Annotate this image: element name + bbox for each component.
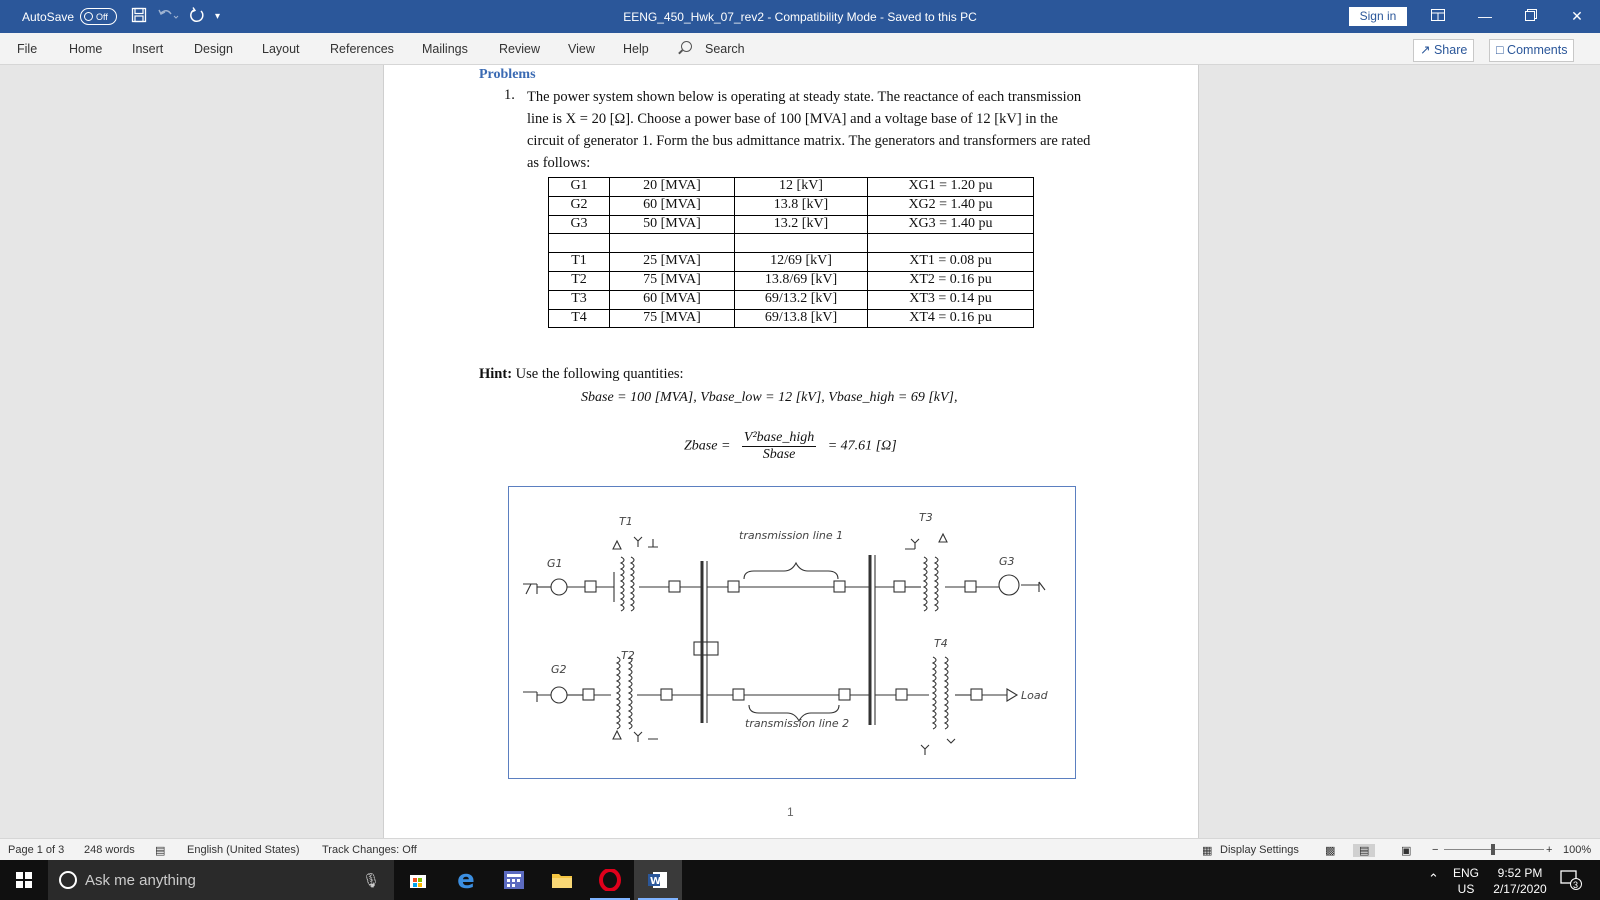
zbase-rhs: = 47.61 [Ω] [827,438,897,454]
ratings-cell [549,234,610,253]
cortana-placeholder: Ask me anything [85,871,196,889]
autosave[interactable] [22,8,117,25]
ribbon-display-options-icon[interactable] [1415,0,1461,33]
language-indicator[interactable]: English (United States) [187,844,300,856]
zoom-out-button[interactable]: − [1432,844,1439,856]
display-settings-icon[interactable]: ▦ [1202,845,1213,857]
ratings-cell: 75 [MVA] [610,309,735,328]
tab-review[interactable]: Review [499,42,540,56]
hint-line [479,366,684,383]
minimize-icon[interactable]: — [1478,8,1492,24]
problem-number: 1. [504,87,515,103]
autosave-toggle[interactable] [80,8,117,25]
title-bar [0,0,1600,33]
proofing-icon[interactable]: ▤ [155,845,166,857]
document-title: EENG_450_Hwk_07_rev2 - Compatibility Mode - Saved to this PC [623,9,977,24]
zbase-denominator: Sbase [762,447,796,462]
problems-heading: Problems [479,67,536,82]
comments-button[interactable] [1489,39,1574,62]
ratings-cell: XT1 = 0.08 pu [868,253,1034,272]
ratings-cell: 12/69 [kV] [735,253,868,272]
restore-icon[interactable] [1508,0,1554,33]
ratings-cell: 75 [MVA] [610,271,735,290]
tab-layout[interactable]: Layout [262,42,300,56]
document-canvas[interactable] [0,65,1600,838]
ratings-cell: 13.2 [kV] [735,215,868,234]
clock[interactable] [1488,865,1552,897]
problem-text: The power system shown below is operating at steady state. The reactance of each transmission line is X = 20 [Ω]. Choose a power base of 100 [MVA] and a voltage base of 12 [kV] in the circuit of generator 1. Form the bus admittance matrix. The generators and transformers are rated as follows: [527,89,1091,171]
line1-label: transmission line 1 [739,529,844,542]
status-bar [0,838,1600,860]
line2-label: transmission line 2 [745,717,850,730]
lang-code: ENG [1453,866,1480,880]
share-label: Share [1433,43,1468,57]
document-page[interactable] [383,65,1199,838]
zoom-slider-thumb[interactable] [1491,844,1495,855]
ribbon-tabs [0,33,1600,65]
sign-in-button[interactable]: Sign in [1349,7,1407,26]
t2-label: T2 [621,649,635,662]
undo-icon[interactable] [157,7,179,26]
cortana-search-box[interactable] [48,860,394,900]
region-code: US [1457,882,1475,896]
share-button[interactable] [1413,39,1474,62]
t4-label: T4 [934,637,948,650]
clock-date: 2/17/2020 [1493,882,1547,896]
ratings-cell: 50 [MVA] [610,215,735,234]
page-number: 1 [787,805,794,819]
autosave-state: Off [96,11,108,22]
word-count[interactable]: 248 words [84,844,135,856]
tab-mailings[interactable]: Mailings [422,42,468,56]
svg-text:W: W [650,876,662,887]
clock-time: 9:52 PM [1497,866,1543,880]
t1-label: T1 [619,515,633,528]
load-label: Load [1021,689,1048,702]
ratings-cell: XG1 = 1.20 pu [868,178,1034,197]
g3-label: G3 [999,555,1015,568]
windows-start-icon[interactable] [0,860,48,900]
search-icon [681,41,692,52]
show-hidden-icons[interactable]: ⌃ [1428,871,1439,886]
ratings-row [549,290,1034,309]
toggle-knob [84,12,93,21]
zoom-level[interactable]: 100% [1563,844,1592,856]
tab-help[interactable]: Help [623,42,649,56]
quick-access-toolbar [131,7,220,26]
ratings-cell: 12 [kV] [735,178,868,197]
hint-label: Hint: [479,366,513,382]
cortana-icon [59,871,77,889]
track-changes-indicator[interactable]: Track Changes: Off [322,844,417,856]
ratings-cell: XG2 = 1.40 pu [868,196,1034,215]
ratings-cell: T3 [549,290,610,309]
tab-file[interactable]: File [17,42,38,56]
ratings-cell: 25 [MVA] [610,253,735,272]
tab-insert[interactable]: Insert [132,42,164,56]
ratings-row [549,271,1034,290]
notification-count: 3 [1573,880,1579,890]
g1-label: G1 [547,557,563,570]
ratings-cell: XT3 = 0.14 pu [868,290,1034,309]
base-quantities-equation: Sbase = 100 [MVA], Vbase_low = 12 [kV], Vbase_high = 69 [kV], [581,390,958,405]
microphone-icon[interactable]: 🎙 [362,871,380,888]
share-icon: ↗ [1420,43,1431,57]
ratings-cell: 69/13.8 [kV] [735,309,868,328]
ratings-cell: 69/13.2 [kV] [735,290,868,309]
power-system-diagram[interactable] [508,486,1076,779]
action-center-icon[interactable] [1560,870,1582,894]
zbase-equation [684,430,897,463]
ratings-row [549,178,1034,197]
opera-icon[interactable] [586,860,634,900]
ratings-cell: 13.8/69 [kV] [735,271,868,290]
ratings-cell: 60 [MVA] [610,290,735,309]
ratings-cell: T4 [549,309,610,328]
tab-design[interactable]: Design [194,42,233,56]
comments-label: Comments [1507,43,1568,57]
ratings-cell: T2 [549,271,610,290]
comment-icon: □ [1496,43,1504,57]
ratings-cell: G3 [549,215,610,234]
redo-icon[interactable] [189,7,205,26]
windows-taskbar [0,860,1600,900]
tab-home[interactable]: Home [69,42,103,56]
ratings-cell: G1 [549,178,610,197]
ratings-row [549,196,1034,215]
autosave-label: AutoSave [22,9,75,24]
tab-references[interactable]: References [330,42,394,56]
close-icon[interactable]: ✕ [1571,8,1583,24]
ratings-cell: G2 [549,196,610,215]
zbase-lhs: Zbase = [684,438,731,454]
ratings-cell: XT2 = 0.16 pu [868,271,1034,290]
t3-label: T3 [919,511,933,524]
zbase-numerator: V²base_high [743,430,815,445]
ratings-row [549,253,1034,272]
file-explorer-icon[interactable] [538,860,586,900]
ratings-cell: XT4 = 0.16 pu [868,309,1034,328]
ratings-row [549,234,1034,253]
customize-qat-icon[interactable]: ▾ [215,10,221,22]
diagram-sketch [509,487,1075,778]
ratings-cell [735,234,868,253]
ratings-cell: XG3 = 1.40 pu [868,215,1034,234]
ratings-cell: 20 [MVA] [610,178,735,197]
save-icon[interactable] [131,7,147,26]
input-language[interactable] [1453,865,1479,897]
edge-icon[interactable]: e [457,865,475,895]
web-layout-icon[interactable]: ▣ [1401,845,1412,857]
ratings-cell: 60 [MVA] [610,196,735,215]
read-mode-icon[interactable]: ▩ [1325,845,1336,857]
ratings-row [549,309,1034,328]
ratings-table [548,177,1034,328]
ratings-cell [868,234,1034,253]
store-icon[interactable] [394,860,442,900]
zoom-in-button[interactable]: + [1546,844,1553,856]
tab-view[interactable]: View [568,42,595,56]
hint-text: Use the following quantities: [512,366,684,382]
ratings-cell: 13.8 [kV] [735,196,868,215]
tell-me-search[interactable]: Search [705,42,745,56]
g2-label: G2 [551,663,567,676]
ratings-row [549,215,1034,234]
calculator-icon[interactable] [490,860,538,900]
page-indicator[interactable]: Page 1 of 3 [8,844,65,856]
display-settings[interactable]: Display Settings [1220,844,1299,856]
ratings-cell: T1 [549,253,610,272]
print-layout-icon[interactable]: ▤ [1353,844,1375,857]
word-icon[interactable] [634,860,682,900]
ratings-cell [610,234,735,253]
